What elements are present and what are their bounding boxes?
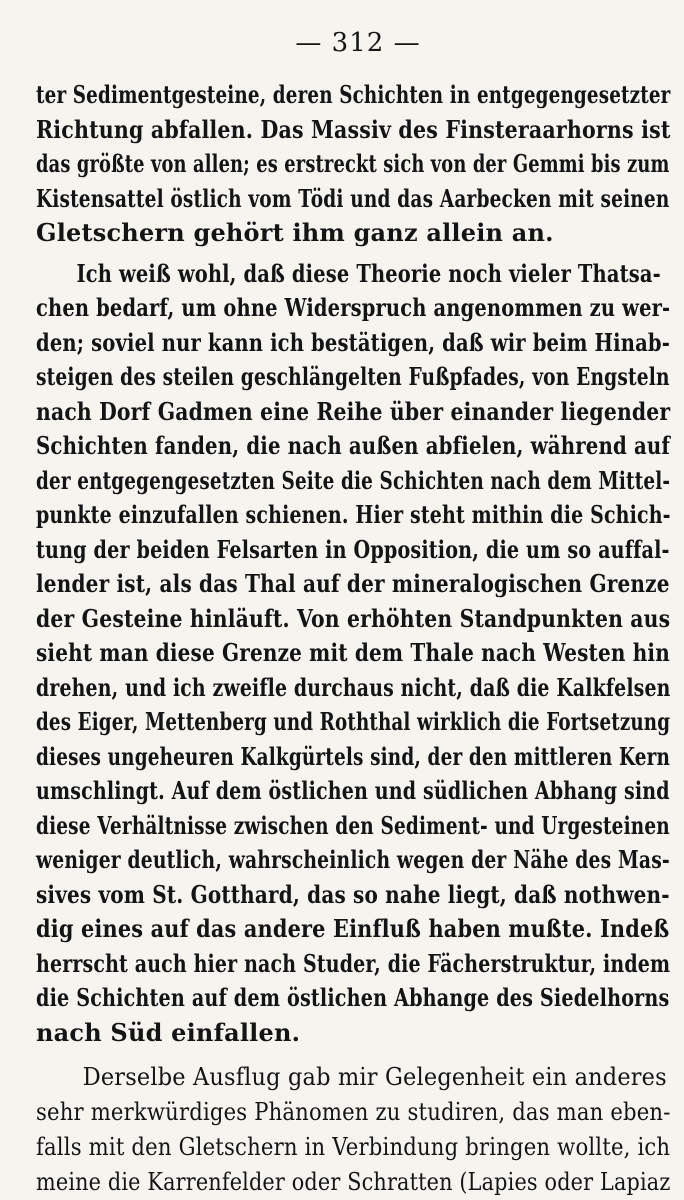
text-line: Ich weiß wohl, daß diese Theorie noch vieler Thatsa- [76, 258, 661, 288]
text-line: weniger deutlich, wahrscheinlich wegen der Nähe des Mas- [36, 845, 670, 874]
text-line: drehen, und ich zweifle durchaus nicht, daß die Kalkfelsen [36, 672, 671, 702]
text-line: der Gesteine hinläuft. Von erhöhten Standpunkten aus [36, 603, 671, 633]
paragraph-2 [36, 257, 670, 1051]
text-line: den; soviel nur kann ich bestätigen, daß wir beim Hinab- [36, 327, 671, 357]
text-line: meine die Karrenfelder oder Schratten (Lapies oder Lapiaz [36, 1168, 671, 1196]
text-line: nach Dorf Gadmen eine Reihe über einander liegender [36, 396, 671, 426]
text-line: sieht man diese Grenze mit dem Thale nach Westen hin [36, 638, 670, 667]
text-line: Richtung abfallen. Das Massiv des Finsteraarhorns ist [36, 114, 671, 144]
text-line: tung der beiden Felsarten in Opposition, die um so auffal- [36, 534, 670, 564]
text-line: umschlingt. Auf dem östlichen und südlichen Abhang sind [36, 776, 670, 805]
paragraph-3 [36, 1060, 670, 1200]
text-line: nach Süd einfallen. [36, 1017, 301, 1047]
text-line: dig eines auf das andere Einfluß haben mußte. Indeß [36, 914, 670, 943]
page-number: — 312 — [295, 28, 421, 58]
text-line: die Schichten auf dem östlichen Abhange des Siedelhorns [36, 983, 670, 1012]
text-line: diese Verhältnisse zwischen den Sediment- und Urgesteinen [36, 810, 670, 840]
text-line: punkte einzufallen schienen. Hier steht mithin die Schich- [36, 500, 671, 529]
text-line: sives vom St. Gotthard, das so nahe liegt, daß nothwen- [36, 879, 670, 909]
text-line: des Eiger, Mettenberg und Roththal wirklich die Fortsetzung [36, 707, 671, 736]
text-line: sehr merkwürdiges Phänomen zu studiren, das man eben- [36, 1098, 671, 1126]
paragraph-1 [36, 78, 670, 251]
text-line: das größte von allen; es erstreckt sich von der Gemmi bis zum [36, 149, 670, 178]
text-line: Kistensattel östlich vom Tödi und das Aarbecken mit seinen [36, 183, 670, 213]
text-line: der entgegengesetzten Seite die Schichten nach dem Mittel- [36, 465, 671, 495]
text-line: ter Sedimentgesteine, deren Schichten in entgegengesetzter [36, 80, 671, 109]
text-line: herrscht auch hier nach Studer, die Fächerstruktur, indem [36, 948, 671, 978]
text-line: falls mit den Gletschern in Verbindung bringen wollte, ich [36, 1133, 671, 1161]
text-line: dieses ungeheuren Kalkgürtels sind, der den mittleren Kern [36, 741, 671, 771]
text-line: Derselbe Ausflug gab mir Gelegenheit ein anderes [82, 1063, 667, 1091]
text-line: Gletschern gehört ihm ganz allein an. [36, 218, 554, 247]
text-line: chen bedarf, um ohne Widerspruch angenommen zu wer- [36, 293, 671, 322]
text-line: Schichten fanden, die nach außen abfielen, während auf [36, 431, 671, 460]
text-line: steigen des steilen geschlängelten Fußpfades, von Engsteln [36, 362, 670, 391]
text-line: lender ist, als das Thal auf der mineralogischen Grenze [36, 569, 670, 598]
